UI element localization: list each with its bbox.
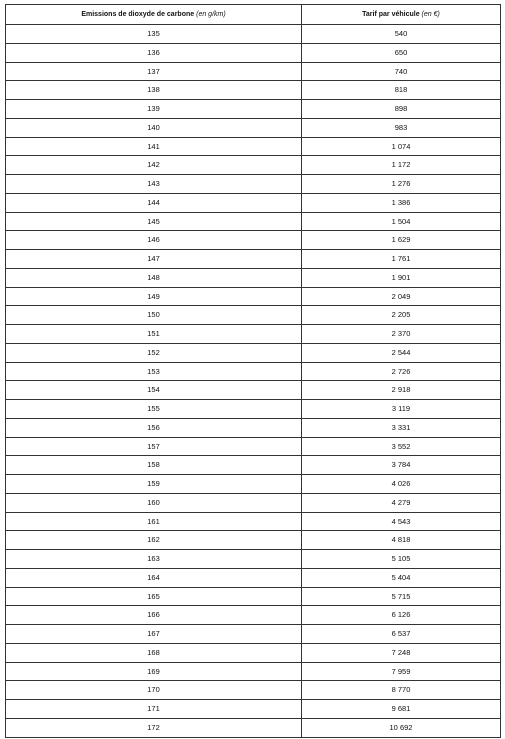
table-row — [6, 625, 501, 644]
table-row — [6, 418, 501, 437]
emission-cell: 163 — [6, 550, 302, 569]
emission-cell: 166 — [6, 606, 302, 625]
tarif-cell: 1 761 — [302, 250, 501, 269]
tarif-cell: 4 026 — [302, 475, 501, 494]
table-row — [6, 587, 501, 606]
tarif-cell: 898 — [302, 100, 501, 119]
tarif-cell: 3 784 — [302, 456, 501, 475]
tarif-cell: 5 404 — [302, 568, 501, 587]
tarif-cell: 2 205 — [302, 306, 501, 325]
emission-cell: 159 — [6, 475, 302, 494]
tarif-cell: 2 544 — [302, 343, 501, 362]
emission-cell: 136 — [6, 43, 302, 62]
emission-cell: 167 — [6, 625, 302, 644]
tarif-cell: 2 370 — [302, 325, 501, 344]
table-row — [6, 212, 501, 231]
tarif-cell: 1 172 — [302, 156, 501, 175]
emission-cell: 168 — [6, 643, 302, 662]
emission-cell: 162 — [6, 531, 302, 550]
tarif-cell: 2 049 — [302, 287, 501, 306]
tarif-cell: 1 504 — [302, 212, 501, 231]
emission-cell: 137 — [6, 62, 302, 81]
tarif-header-unit: (en €) — [421, 11, 440, 18]
table-row — [6, 606, 501, 625]
emission-cell: 171 — [6, 700, 302, 719]
emission-header-unit: (en g/km) — [196, 11, 226, 18]
table-row — [6, 193, 501, 212]
tarif-cell: 540 — [302, 25, 501, 44]
table-row — [6, 306, 501, 325]
emission-cell: 152 — [6, 343, 302, 362]
table-row — [6, 175, 501, 194]
emission-cell: 144 — [6, 193, 302, 212]
tarif-cell: 7 248 — [302, 643, 501, 662]
table-row — [6, 362, 501, 381]
tarif-cell: 8 770 — [302, 681, 501, 700]
table-row — [6, 118, 501, 137]
tarif-cell: 1 074 — [302, 137, 501, 156]
table-row — [6, 81, 501, 100]
emission-cell: 154 — [6, 381, 302, 400]
table-row — [6, 325, 501, 344]
emission-cell: 156 — [6, 418, 302, 437]
table-row — [6, 662, 501, 681]
table-row — [6, 700, 501, 719]
emission-cell: 141 — [6, 137, 302, 156]
tarif-column-header — [302, 5, 501, 25]
tarif-cell: 1 629 — [302, 231, 501, 250]
emission-cell: 139 — [6, 100, 302, 119]
table-row — [6, 493, 501, 512]
tarif-cell: 4 279 — [302, 493, 501, 512]
emission-cell: 153 — [6, 362, 302, 381]
table-header — [6, 5, 501, 25]
table-row — [6, 568, 501, 587]
table-row — [6, 718, 501, 737]
table-row — [6, 681, 501, 700]
tarif-cell: 983 — [302, 118, 501, 137]
table-row — [6, 287, 501, 306]
emission-column-header — [6, 5, 302, 25]
tarif-cell: 6 537 — [302, 625, 501, 644]
emission-cell: 143 — [6, 175, 302, 194]
tarif-cell: 3 331 — [302, 418, 501, 437]
emission-cell: 150 — [6, 306, 302, 325]
table-row — [6, 456, 501, 475]
emission-cell: 148 — [6, 268, 302, 287]
table-body — [6, 25, 501, 738]
table-row — [6, 531, 501, 550]
table-row — [6, 62, 501, 81]
table-row — [6, 643, 501, 662]
tarif-cell: 4 818 — [302, 531, 501, 550]
tarif-cell: 5 105 — [302, 550, 501, 569]
table-row — [6, 43, 501, 62]
tarif-cell: 740 — [302, 62, 501, 81]
tarif-cell: 2 726 — [302, 362, 501, 381]
tarif-cell: 1 276 — [302, 175, 501, 194]
emission-cell: 147 — [6, 250, 302, 269]
tarif-cell: 2 918 — [302, 381, 501, 400]
tarif-cell: 7 959 — [302, 662, 501, 681]
table-row — [6, 25, 501, 44]
emission-cell: 172 — [6, 718, 302, 737]
tarif-cell: 3 552 — [302, 437, 501, 456]
table-row — [6, 156, 501, 175]
emission-cell: 138 — [6, 81, 302, 100]
emission-cell: 155 — [6, 400, 302, 419]
emission-cell: 151 — [6, 325, 302, 344]
table-row — [6, 250, 501, 269]
table-row — [6, 550, 501, 569]
header-row — [6, 5, 501, 25]
tarif-cell: 650 — [302, 43, 501, 62]
table-row — [6, 268, 501, 287]
emission-cell: 164 — [6, 568, 302, 587]
tarif-cell: 9 681 — [302, 700, 501, 719]
table-row — [6, 475, 501, 494]
table-row — [6, 137, 501, 156]
table-row — [6, 381, 501, 400]
emission-cell: 140 — [6, 118, 302, 137]
emission-header-label: Emissions de dioxyde de carbone — [81, 11, 195, 18]
tarif-cell: 1 901 — [302, 268, 501, 287]
emission-cell: 165 — [6, 587, 302, 606]
emission-cell: 135 — [6, 25, 302, 44]
emission-cell: 169 — [6, 662, 302, 681]
emission-cell: 161 — [6, 512, 302, 531]
tariff-table — [5, 4, 501, 738]
emission-cell: 146 — [6, 231, 302, 250]
tarif-cell: 5 715 — [302, 587, 501, 606]
tarif-cell: 10 692 — [302, 718, 501, 737]
table-row — [6, 100, 501, 119]
emission-cell: 145 — [6, 212, 302, 231]
emission-cell: 157 — [6, 437, 302, 456]
tarif-cell: 6 126 — [302, 606, 501, 625]
table-row — [6, 343, 501, 362]
emission-cell: 158 — [6, 456, 302, 475]
emission-cell: 170 — [6, 681, 302, 700]
table-row — [6, 512, 501, 531]
emission-cell: 149 — [6, 287, 302, 306]
table-row — [6, 437, 501, 456]
table-row — [6, 231, 501, 250]
tarif-cell: 1 386 — [302, 193, 501, 212]
emission-cell: 160 — [6, 493, 302, 512]
tarif-header-label: Tarif par véhicule — [362, 11, 420, 18]
table-row — [6, 400, 501, 419]
emission-cell: 142 — [6, 156, 302, 175]
tarif-cell: 818 — [302, 81, 501, 100]
tarif-cell: 3 119 — [302, 400, 501, 419]
tarif-cell: 4 543 — [302, 512, 501, 531]
